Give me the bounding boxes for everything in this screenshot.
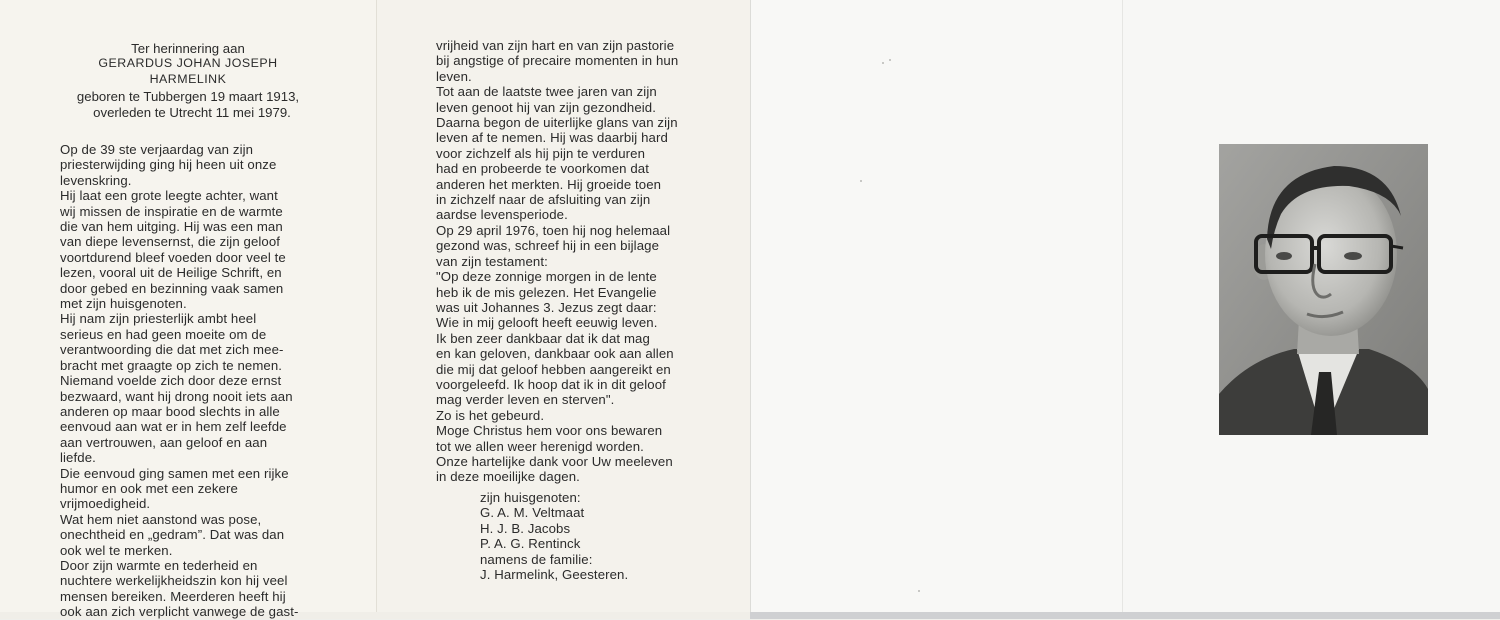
family-label: namens de familie: xyxy=(480,551,593,567)
text-line: ook aan zich verplicht vanwege de gast- xyxy=(60,604,299,620)
text-line: die mij dat geloof hebben aangereikt en xyxy=(436,361,671,377)
text-line: Hij nam zijn priesterlijk ambt heel xyxy=(60,311,257,327)
text-line: Die eenvoud ging samen met een rijke xyxy=(60,465,289,481)
text-line: Tot aan de laatste twee jaren van zijn xyxy=(436,84,657,100)
text-line: tot we allen weer herenigd worden. xyxy=(436,438,644,454)
deceased-name-line1: GERARDUS JOHAN JOSEPH xyxy=(98,56,278,71)
text-line: gezond was, schreef hij in een bijlage xyxy=(436,238,659,254)
text-line: die van hem uitging. Hij was een man xyxy=(60,219,283,235)
fold-line xyxy=(376,0,377,612)
text-line: Zo is het gebeurd. xyxy=(436,407,545,423)
dust-speck xyxy=(918,590,920,592)
text-line: bij angstige of precaire momenten in hun xyxy=(436,53,679,69)
text-line: anderen het merkten. Hij groeide toen xyxy=(436,176,662,192)
text-line: in zichzelf naar de afsluiting van zijn xyxy=(436,192,651,208)
portrait-illustration xyxy=(1219,144,1428,435)
text-line: aan vertrouwen, aan geloof en aan xyxy=(60,434,268,450)
birth-line: geboren te Tubbergen 19 maart 1913, xyxy=(76,89,300,105)
text-line: onechtheid en „gedram”. Dat was dan xyxy=(60,527,285,543)
text-line: van diepe levensernst, die zijn geloof xyxy=(60,234,281,250)
thanks-line: Onze hartelijke dank voor Uw meeleven xyxy=(436,454,673,469)
text-line: ook wel te merken. xyxy=(60,542,173,558)
text-line: van zijn testament: xyxy=(436,253,548,269)
dust-speck xyxy=(889,59,891,61)
card-panel-blank xyxy=(750,0,1122,612)
text-line: Wat hem niet aanstond was pose, xyxy=(60,511,262,527)
text-line: Op 29 april 1976, toen hij nog helemaal xyxy=(436,222,671,238)
text-line: levenskring. xyxy=(60,172,132,188)
text-line: serieus en had geen moeite om de xyxy=(60,326,267,342)
text-line: humor en ook met een zekere xyxy=(60,480,238,496)
text-line: Op de 39 ste verjaardag van zijn xyxy=(60,142,254,157)
dust-speck xyxy=(882,62,884,64)
text-line: Ik ben zeer dankbaar dat ik dat mag xyxy=(436,330,650,346)
text-line: en kan geloven, dankbaar ook aan allen xyxy=(436,346,674,362)
text-line: bracht met graagte op zich te nemen. xyxy=(60,357,283,373)
text-line: priesterwijding ging hij heen uit onze xyxy=(60,157,277,173)
text-line: heb ik de mis gelezen. Het Evangelie xyxy=(436,284,657,300)
text-line: Niemand voelde zich door deze ernst xyxy=(60,373,282,389)
household-member: H. J. B. Jacobs xyxy=(480,520,571,536)
text-line: had en probeerde te voorkomen dat xyxy=(436,161,649,177)
text-line: eenvoud aan wat er in hem zelf leefde xyxy=(60,419,287,435)
text-line: leven af te nemen. Hij was daarbij hard xyxy=(436,130,668,146)
text-line: leven. xyxy=(436,68,472,84)
fold-line xyxy=(1122,0,1123,612)
deceased-name-line2: HARMELINK xyxy=(149,71,227,86)
text-line: nuchtere werkelijkheidszin kon hij veel xyxy=(60,573,288,589)
text-line: aardse levensperiode. xyxy=(436,207,568,223)
text-line: Wie in mij gelooft heeft eeuwig leven. xyxy=(436,315,658,331)
portrait-photo xyxy=(1219,144,1428,435)
memorial-text-column-2 xyxy=(436,38,678,454)
household-member: G. A. M. Veltmaat xyxy=(480,505,585,521)
text-line: Hij laat een grote leegte achter, want xyxy=(60,188,278,204)
card-bottom-edge xyxy=(750,612,1500,619)
text-line: liefde. xyxy=(60,450,96,466)
text-line: Moge Christus hem voor ons bewaren xyxy=(436,423,663,439)
text-line: lezen, vooral uit de Heilige Schrift, en xyxy=(60,265,282,281)
text-line: Door zijn warmte en tederheid en xyxy=(60,557,258,573)
header-intro: Ter herinnering aan xyxy=(131,41,245,56)
memorial-text-column-1 xyxy=(60,142,298,620)
text-line: bezwaard, want hij drong nooit iets aan xyxy=(60,388,293,404)
family-signer: J. Harmelink, Geesteren. xyxy=(480,567,629,583)
thanks-paragraph xyxy=(436,454,673,485)
text-line: met zijn huisgenoten. xyxy=(60,296,187,312)
text-line: mensen bereiken. Meerderen heeft hij xyxy=(60,588,286,604)
dust-speck xyxy=(860,180,862,182)
memorial-header xyxy=(60,41,316,120)
text-line: Daarna begon de uiterlijke glans van zijn xyxy=(436,115,678,131)
text-line: door gebed en bezinning vaak samen xyxy=(60,280,284,296)
signers-block xyxy=(480,490,628,582)
text-line: leven genoot hij van zijn gezondheid. xyxy=(436,99,656,115)
text-line: was uit Johannes 3. Jezus zegt daar: xyxy=(436,299,657,315)
household-member: P. A. G. Rentinck xyxy=(480,536,581,552)
thanks-line: in deze moeilijke dagen. xyxy=(436,469,580,485)
text-line: voor zichzelf als hij pijn te verduren xyxy=(436,145,646,161)
text-line: mag verder leven en sterven". xyxy=(436,392,615,408)
text-line: voortdurend bleef voeden door veel te xyxy=(60,249,286,265)
text-line: anderen op maar bood slechts in alle xyxy=(60,403,280,419)
fold-line xyxy=(750,0,751,612)
text-line: wij missen de inspiratie en de warmte xyxy=(60,203,283,219)
text-line: vrijheid van zijn hart en van zijn pastorie xyxy=(436,38,675,53)
text-line: vrijmoedigheid. xyxy=(60,496,151,512)
household-label: zijn huisgenoten: xyxy=(480,490,581,505)
death-line: overleden te Utrecht 11 mei 1979. xyxy=(93,104,291,120)
text-line: "Op deze zonnige morgen in de lente xyxy=(436,269,657,285)
text-line: voorgeleefd. Ik hoop dat ik in dit geloof xyxy=(436,376,666,392)
text-line: verantwoording die dat met zich mee- xyxy=(60,342,284,358)
